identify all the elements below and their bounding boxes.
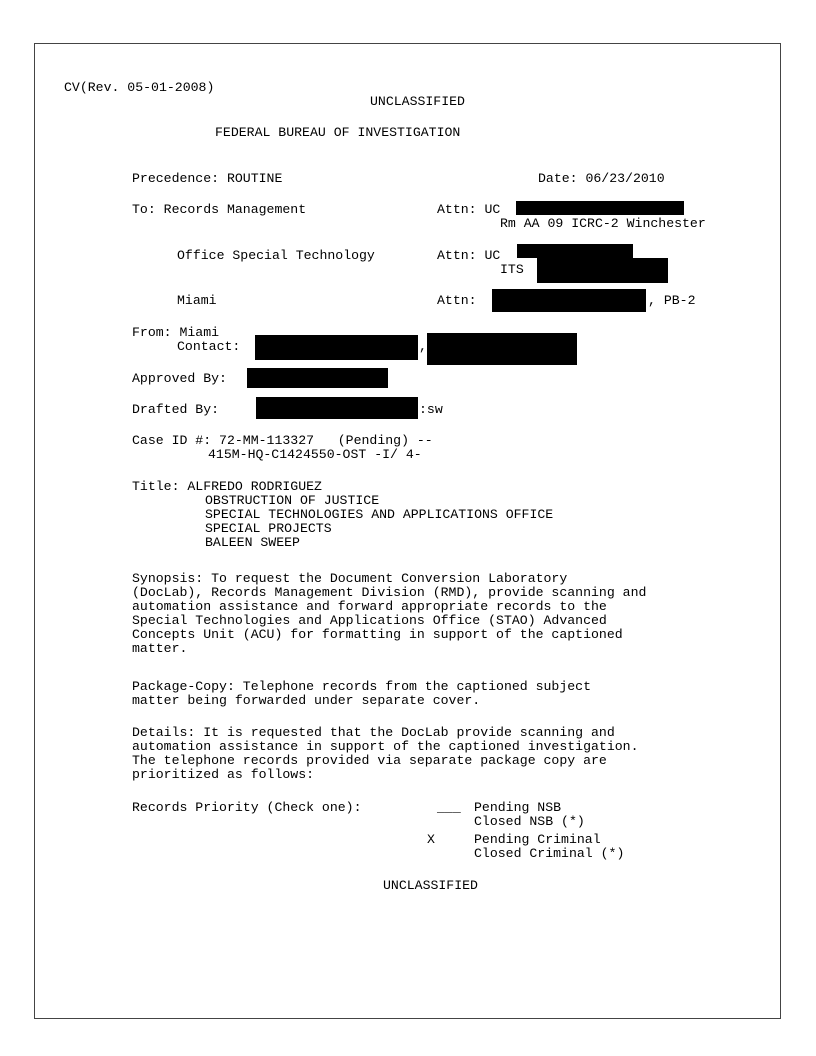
redaction-block <box>516 201 684 215</box>
title-label: Title: ALFREDO RODRIGUEZ <box>132 479 322 494</box>
form-revision: CV(Rev. 05-01-2008) <box>64 80 215 95</box>
synopsis-line: Synopsis: To request the Document Conversion Laboratory <box>132 571 568 586</box>
priority-option: Closed NSB (*) <box>474 814 585 829</box>
redaction-block <box>247 368 388 388</box>
case-id-line2: 415M-HQ-C1424550-OST -I/ 4- <box>208 447 422 462</box>
page-border <box>34 43 781 1019</box>
priority-option: Closed Criminal (*) <box>474 846 625 861</box>
classification-bottom: UNCLASSIFIED <box>383 878 478 893</box>
details-line: prioritized as follows: <box>132 767 315 782</box>
to-miami: Miami <box>177 293 217 308</box>
checkbox-blank-mark: ___ <box>437 800 461 815</box>
synopsis-line: (DocLab), Records Management Division (RMD), provide scanning and <box>132 585 647 600</box>
drafted-by-initials: :sw <box>419 402 443 417</box>
to-office-special-technology: Office Special Technology <box>177 248 375 263</box>
case-id-line1: Case ID #: 72-MM-113327 (Pending) -- <box>132 433 433 448</box>
title-line: SPECIAL PROJECTS <box>205 521 332 536</box>
from-line: From: Miami <box>132 325 220 340</box>
classification-top: UNCLASSIFIED <box>370 94 465 109</box>
drafted-by-label: Drafted By: <box>132 402 220 417</box>
synopsis-line: matter. <box>132 641 188 656</box>
checkbox-x-mark: X <box>427 832 435 847</box>
redaction-block <box>255 335 418 360</box>
contact-separator: , <box>419 339 427 354</box>
package-copy-line: Package-Copy: Telephone records from the captioned subject <box>132 679 591 694</box>
attn-records-room: Rm AA 09 ICRC-2 Winchester <box>500 216 706 231</box>
redaction-block <box>517 244 633 258</box>
title-line: BALEEN SWEEP <box>205 535 300 550</box>
attn-records-management: Attn: UC <box>437 202 501 217</box>
details-line: automation assistance in support of the captioned investigation. <box>132 739 639 754</box>
redaction-block <box>427 333 577 365</box>
attn-its: ITS <box>500 262 524 277</box>
records-priority-label: Records Priority (Check one): <box>132 800 362 815</box>
redaction-block <box>256 397 418 419</box>
precedence: Precedence: ROUTINE <box>132 171 283 186</box>
title-line: SPECIAL TECHNOLOGIES AND APPLICATIONS OFFICE <box>205 507 554 522</box>
redaction-block <box>492 289 646 312</box>
contact-label: Contact: <box>177 339 241 354</box>
title-line: OBSTRUCTION OF JUSTICE <box>205 493 380 508</box>
attn-special-technology: Attn: UC <box>437 248 501 263</box>
priority-option: Pending NSB <box>474 800 562 815</box>
details-line: The telephone records provided via separate package copy are <box>132 753 607 768</box>
synopsis-line: Concepts Unit (ACU) for formatting in support of the captioned <box>132 627 623 642</box>
details-line: Details: It is requested that the DocLab provide scanning and <box>132 725 615 740</box>
document-date: Date: 06/23/2010 <box>538 171 665 186</box>
agency-heading: FEDERAL BUREAU OF INVESTIGATION <box>215 125 461 140</box>
approved-by-label: Approved By: <box>132 371 227 386</box>
synopsis-line: Special Technologies and Applications Office (STAO) Advanced <box>132 613 607 628</box>
attn-miami: Attn: <box>437 293 477 308</box>
to-records-management: To: Records Management <box>132 202 307 217</box>
synopsis-line: automation assistance and forward appropriate records to the <box>132 599 607 614</box>
redaction-block <box>537 258 668 283</box>
package-copy-line: matter being forwarded under separate cover. <box>132 693 481 708</box>
attn-miami-suffix: , PB-2 <box>648 293 696 308</box>
priority-option: Pending Criminal <box>474 832 601 847</box>
